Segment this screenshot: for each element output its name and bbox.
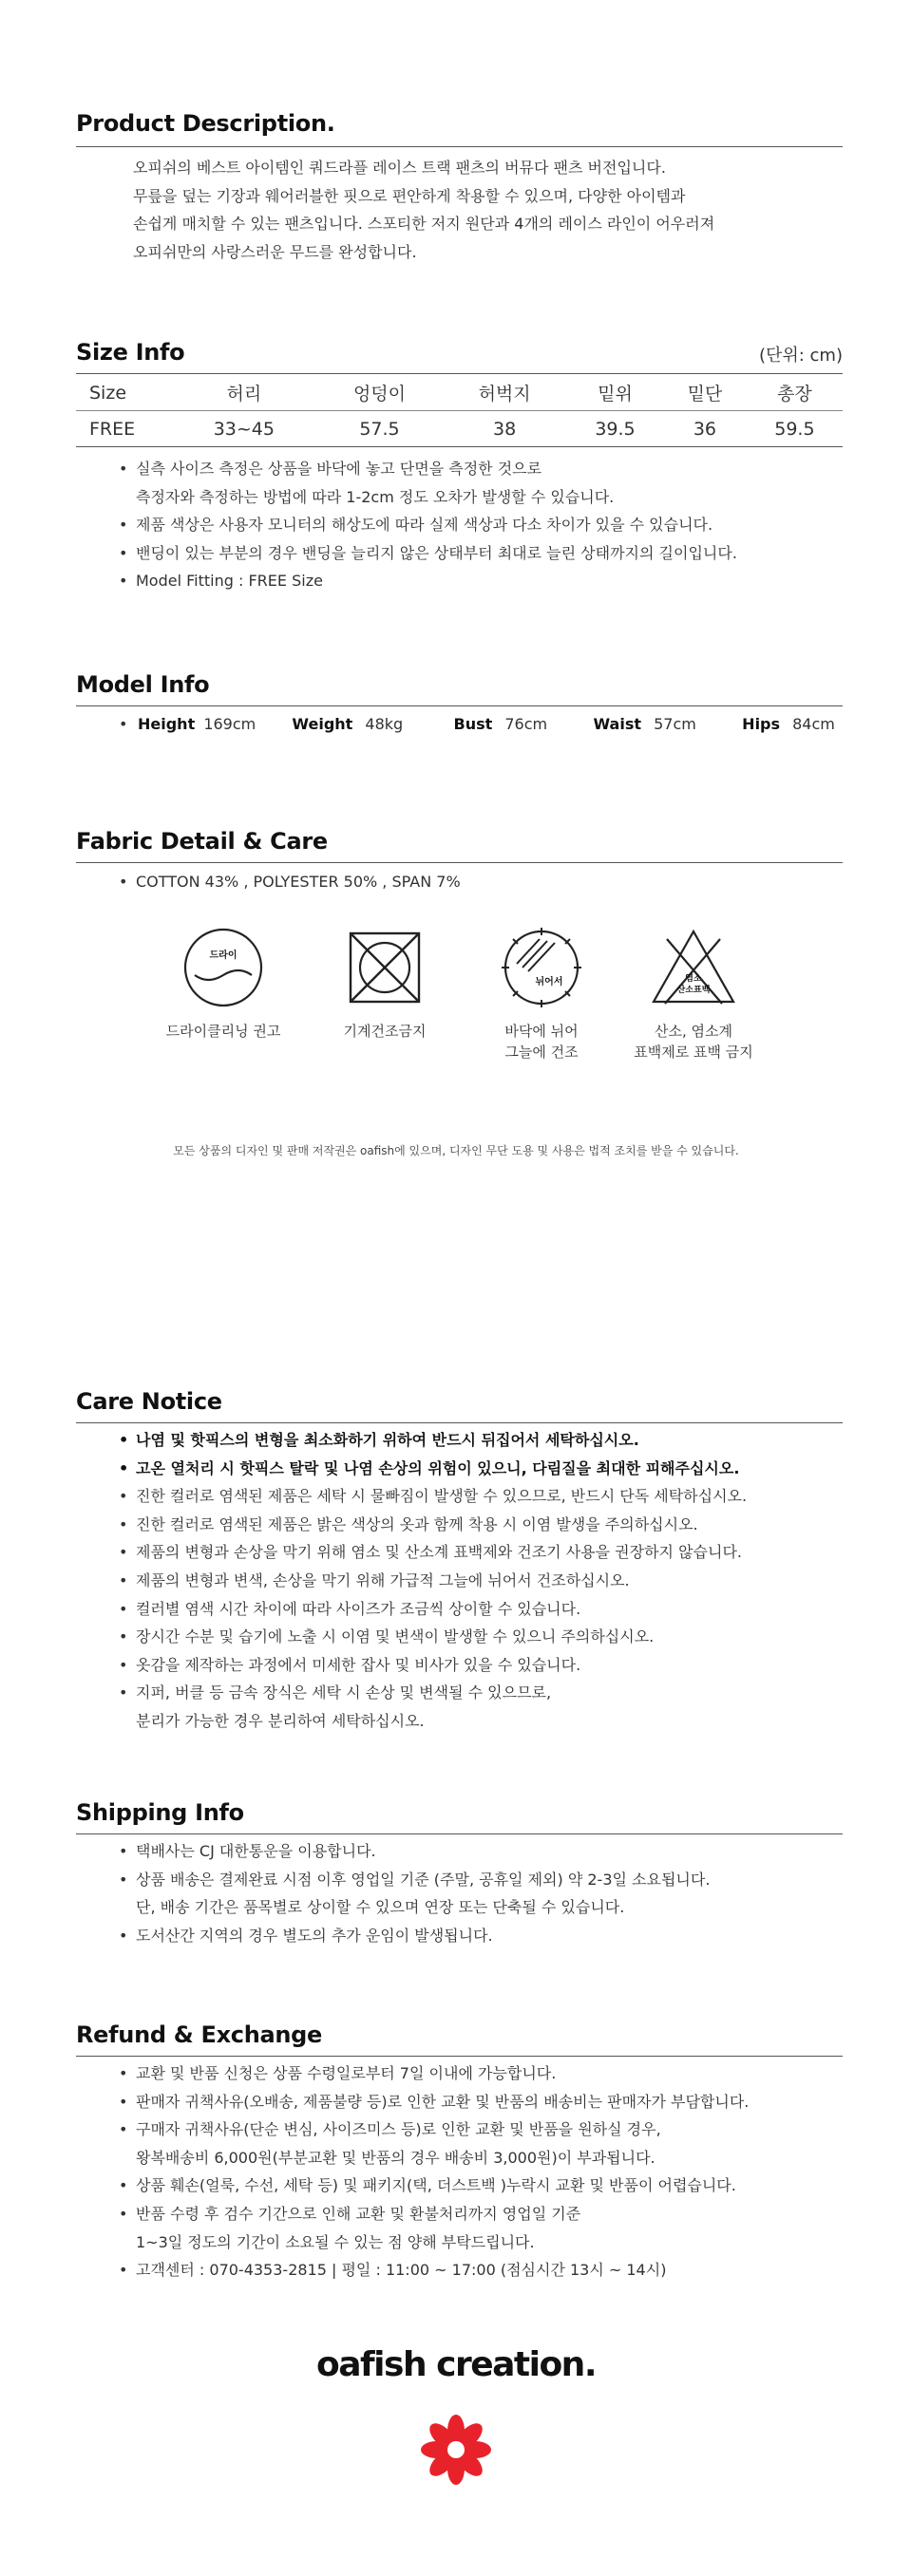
size-table (76, 375, 843, 446)
hips-label: Hips (742, 715, 781, 733)
list-item: • 옷감을 제작하는 과정에서 미세한 잡사 및 비사가 있을 수 있습니다. (119, 1651, 747, 1680)
waist-label: Waist (593, 715, 641, 733)
list-item: 분리가 가능한 경우 분리하여 세탁하십시오. (136, 1711, 425, 1730)
divider (76, 1422, 843, 1423)
icon-caption: 바닥에 뉘어 그늘에 건조 (504, 1023, 579, 1061)
table-row: FREE 33~45 57.5 38 39.5 36 59.5 (89, 418, 815, 440)
list-item: • 나염 및 핫픽스의 변형을 최소화하기 위하여 반드시 뒤집어서 세탁하십시오. (119, 1426, 747, 1455)
flat-dry-shade-icon-block (461, 926, 622, 1068)
list-item: • 지퍼, 버클 등 금속 장식은 세탁 시 손상 및 변색될 수 있으므로, (119, 1679, 747, 1707)
list-item: • 판매자 귀책사유(오배송, 제품불량 등)로 인한 교환 및 반품의 배송비는 판매자가 부담합니다. (119, 2088, 749, 2116)
bust-value: 76cm (504, 715, 548, 733)
icon-caption: 산소, 염소계 표백제로 표백 금지 (634, 1023, 753, 1061)
bust-label: Bust (453, 715, 493, 733)
list-item: • 제품의 변형과 변색, 손상을 막기 위해 가급적 그늘에 뉘어서 건조하십시오. (119, 1567, 747, 1595)
list-item: • 상품 배송은 결제완료 시점 이후 영업일 기준 (주말, 공휴일 제외) 약 2-3일 소요됩니다. (119, 1866, 710, 1894)
list-item: 측정자와 측정하는 방법에 따라 1-2cm 정도 오차가 발생할 수 있습니다. (136, 487, 615, 506)
svg-text:드라이: 드라이 (209, 950, 238, 961)
list-item: • 진한 컬러로 염색된 제품은 밝은 색상의 옷과 함께 착용 시 이염 발생을 주의하십시오. (119, 1511, 747, 1539)
table-header-row: Size 허리 엉덩이 허벅지 밑위 밑단 총장 (76, 375, 843, 411)
divider (76, 2056, 843, 2057)
list-item: • 실측 사이즈 측정은 상품을 바닥에 놓고 단면을 측정한 것으로 (119, 455, 737, 483)
divider (76, 373, 843, 374)
model-measurements: • Height 169cm Weight 48kg Bust 76cm Waist 57cm Hips 84cm (119, 715, 835, 733)
height-value: 169cm (203, 715, 256, 733)
flower-logo-icon (418, 2412, 494, 2488)
weight-label: Weight (292, 715, 353, 733)
icon-caption: 드라이클리닝 권고 (165, 1023, 281, 1040)
divider (76, 1833, 843, 1834)
section-title: Care Notice (76, 1388, 222, 1415)
list-item: • 고온 열처리 시 핫픽스 탈락 및 나염 손상의 위험이 있으니, 다림질을 최대한 피해주십시오. (119, 1455, 747, 1483)
hips-value: 84cm (792, 715, 835, 733)
list-item: • 밴딩이 있는 부분의 경우 밴딩을 늘리지 않은 상태부터 최대로 늘린 상태까지의 길이입니다. (119, 539, 737, 568)
list-item: • 교환 및 반품 신청은 상품 수령일로부터 7일 이내에 가능합니다. (119, 2059, 749, 2088)
unit-note: (단위: cm) (758, 346, 843, 366)
divider (76, 446, 843, 447)
list-item: • 도서산간 지역의 경우 별도의 추가 운임이 발생됩니다. (119, 1922, 710, 1950)
flower-center (447, 2441, 465, 2458)
list-item: • 고객센터 : 070-4353-2815 | 평일 : 11:00 ~ 17:00 (점심시간 13시 ~ 14시) (119, 2256, 749, 2285)
list-item: 단, 배송 기간은 품목별로 상이할 수 있으며 연장 또는 단축될 수 있습니다. (136, 1898, 625, 1917)
weight-value: 48kg (365, 715, 404, 733)
size-info-section (76, 337, 843, 593)
waist-value: 57cm (654, 715, 696, 733)
section-title: Refund & Exchange (76, 2021, 323, 2048)
shipping-list (119, 1837, 710, 1949)
size-notes (119, 455, 737, 595)
list-item: • 컬러별 염색 시간 차이에 따라 사이즈가 조금씩 상이할 수 있습니다. (119, 1595, 747, 1624)
brand-logotype: oafish creation. (315, 2345, 596, 2384)
svg-text:뉘어서: 뉘어서 (535, 977, 563, 987)
dry-clean-icon-block (142, 926, 304, 1068)
height-label: Height (138, 715, 196, 733)
section-title: Model Info (76, 671, 210, 698)
section-title: Shipping Info (76, 1799, 244, 1826)
section-title: Size Info (76, 339, 185, 366)
model-info-section (76, 669, 843, 745)
section-title: Product Description. (76, 110, 335, 137)
list-item: • Model Fitting : FREE Size (119, 567, 737, 595)
refund-exchange-section (76, 2020, 843, 2304)
list-item: • COTTON 43% , POLYESTER 50% , SPAN 7% (119, 868, 461, 896)
no-machine-dry-icon (343, 926, 427, 1009)
fabric-composition (119, 868, 461, 896)
list-item: • 제품의 변형과 손상을 막기 위해 염소 및 산소계 표백제와 건조기 사용을 권장하지 않습니다. (119, 1538, 747, 1567)
no-machine-dry-icon-block (304, 926, 466, 1068)
svg-text:산소표백: 산소표백 (676, 986, 711, 995)
divider (76, 862, 843, 863)
list-item: • 택배사는 CJ 대한통운을 이용합니다. (119, 1837, 710, 1866)
dry-clean-icon (181, 926, 265, 1009)
refund-list (119, 2059, 749, 2285)
description-text: 오피쉬의 베스트 아이템인 쿼드라플 레이스 트랙 팬츠의 버뮤다 팬츠 버전입니다. 무릎을 덮는 기장과 웨어러블한 핏으로 편안하게 착용할 수 있으며, 다양한 아이템과 손쉽게 매치할 수 있는 팬츠입니다. 스포티한 저지 원단과 4개의 레이스 라인이 어우러져 오피쉬만의 사랑스러운 무드를 완성합니다. (133, 159, 715, 261)
list-item: 1~3일 정도의 기간이 소요될 수 있는 점 양해 부탁드립니다. (136, 2232, 535, 2251)
copyright-note: 모든 상품의 디자인 및 판매 저작권은 oafish에 있으며, 디자인 무단 도용 및 사용은 법적 조치를 받을 수 있습니다. (173, 1144, 739, 1157)
care-notice-section (76, 1386, 843, 1747)
list-item: • 진한 컬러로 염색된 제품은 세탁 시 물빠짐이 발생할 수 있으므로, 반드시 단독 세탁하십시오. (119, 1482, 747, 1511)
section-title: Fabric Detail & Care (76, 828, 328, 855)
care-notice-list (119, 1426, 747, 1736)
list-item: 왕복배송비 6,000원(부분교환 및 반품의 경우 배송비 3,000원)이 부과됩니다. (136, 2148, 656, 2167)
list-item: • 반품 수령 후 검수 기간으로 인해 교환 및 환불처리까지 영업일 기준 (119, 2200, 749, 2228)
no-bleach-icon-block (608, 926, 779, 1068)
no-bleach-icon (648, 926, 739, 1009)
divider (76, 705, 843, 706)
list-item: • 제품 색상은 사용자 모니터의 해상도에 따라 실제 색상과 다소 차이가 있을 수 있습니다. (119, 511, 737, 539)
list-item: • 상품 훼손(얼룩, 수선, 세탁 등) 및 패키지(택, 더스트백 )누락시 교환 및 반품이 어렵습니다. (119, 2172, 749, 2200)
list-item: • 구매자 귀책사유(단순 변심, 사이즈미스 등)로 인한 교환 및 반품을 원하실 경우, (119, 2115, 749, 2144)
svg-text:염소: 염소 (685, 974, 702, 984)
divider (76, 146, 843, 147)
product-description-section (76, 104, 843, 275)
list-item: • 장시간 수분 및 습기에 노출 시 이염 및 변색이 발생할 수 있으니 주의하십시오. (119, 1623, 747, 1651)
icon-caption: 기계건조금지 (343, 1023, 427, 1040)
shipping-info-section (76, 1797, 843, 1978)
flat-dry-shade-icon (500, 926, 583, 1009)
